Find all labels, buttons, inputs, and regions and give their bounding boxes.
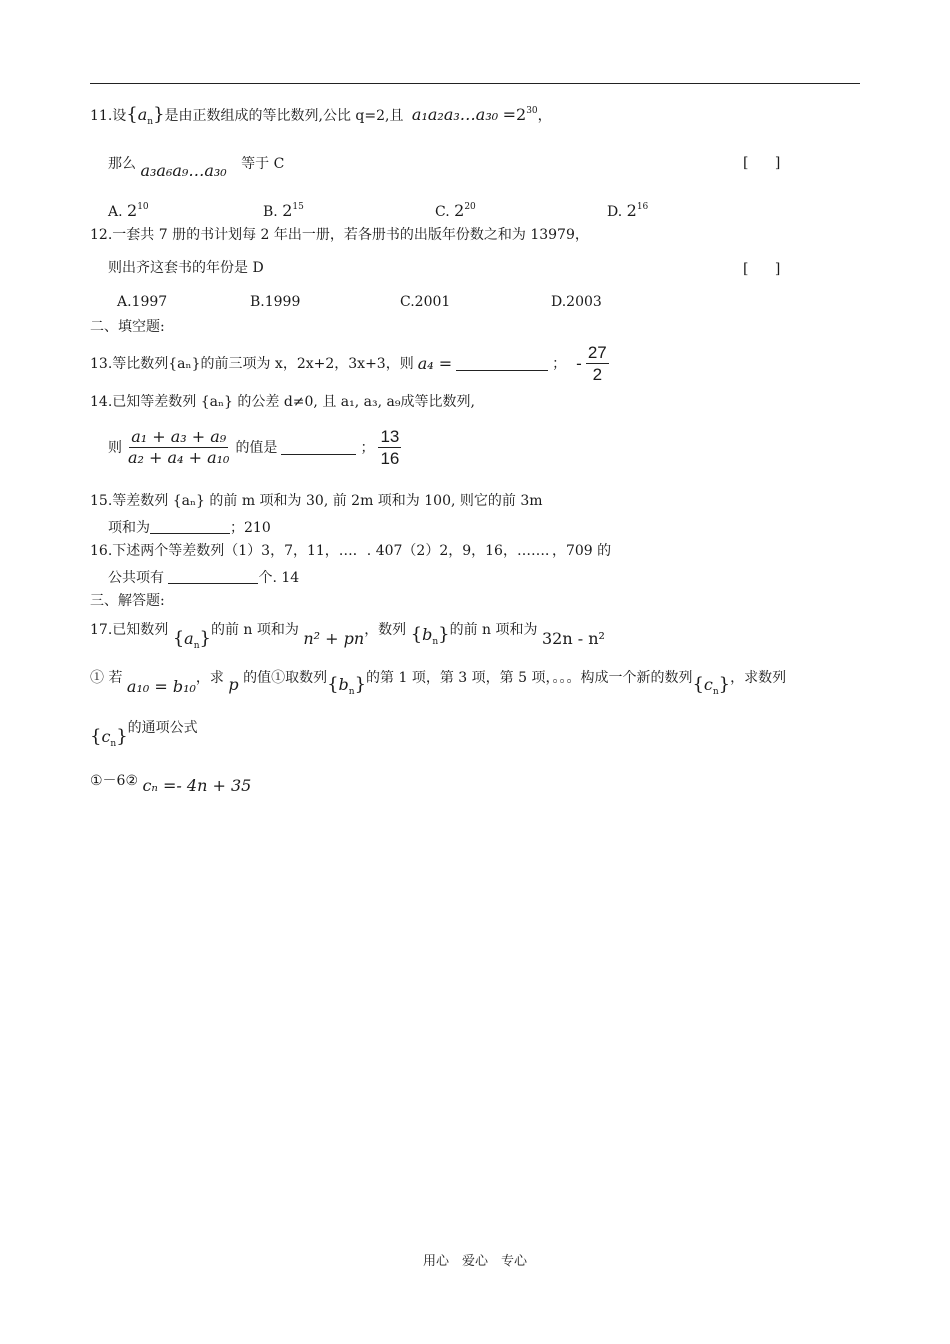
q16-line2: 公共项有 个. 14 <box>108 570 300 586</box>
q14-line2: 则 $\frac{\text{a₁ + a₃ + a₉}}{\text{a₂ + a₄ + a₁₀}}$ 的值是 ； $\frac{13}{16}$ <box>108 427 400 468</box>
q17-answer: ①－6② cₙ =- 4n + 35 <box>90 773 252 795</box>
q11-product: a₁a₂a₃…a₃₀ <box>411 105 499 124</box>
q14-answer-blank[interactable] <box>281 440 356 455</box>
q14-ratio-fraction: $\frac{\text{a₁ + a₃ + a₉}}{\text{a₂ + a₄ + a₁₀}}$ <box>128 427 230 467</box>
q11-answer-bracket: [ ] <box>743 155 781 171</box>
q11-option-b: B. $2^{15}$ <box>263 201 304 220</box>
q12-answer-bracket: [ ] <box>743 261 781 277</box>
section-fill-in-heading: 二、填空题: <box>90 319 165 335</box>
q12-line2: 则出齐这套书的年份是 D <box>108 260 264 276</box>
q12-option-a: A.1997 <box>117 294 168 310</box>
q11-option-a: A. $2^{10}$ <box>108 201 149 220</box>
q15-line1: 15.等差数列 {aₙ} 的前 m 项和为 30, 前 2m 项和为 100, 则它的前 3m <box>90 493 543 509</box>
q11-option-d: D. $2^{16}$ <box>607 201 649 220</box>
q12-option-d: D.2003 <box>551 294 602 310</box>
q12-option-c: C.2001 <box>400 294 451 310</box>
q17-line1: 17.已知数列 $\{a_n\}$的前 n 项和为 n² + pn，数列 $\{b_n\}$的前 n 项和为 32n - n² <box>90 622 605 651</box>
q13-line: 13.等比数列{aₙ}的前三项为 x，2x+2，3x+3，则 a₄ = ； - $\frac{27}{2}$ <box>90 343 607 384</box>
q12-line1: 12.一套共 7 册的书计划每 2 年出一册，若各册书的出版年份数之和为 13979， <box>90 227 589 243</box>
q15-answer-blank[interactable] <box>150 519 230 534</box>
q14-answer-fraction: $\frac{13}{16}$ <box>380 427 400 468</box>
q13-answer-fraction: $\frac{27}{2}$ <box>587 343 607 384</box>
q17-line2: ① 若 a₁₀ = b₁₀，求 p 的值①取数列$\{b_n\}$的第 1 项，第 3 项，第 5 项，。。。构成一个新的数列$\{c_n\}$，求数列 <box>90 670 787 697</box>
q14-line1: 14.已知等差数列 {aₙ} 的公差 d≠0, 且 a₁, a₃, a₉成等比数列, <box>90 394 475 410</box>
q17-line3: $\{c_n\}$的通项公式 <box>90 720 198 749</box>
section-solve-heading: 三、解答题: <box>90 593 165 609</box>
q11-option-c: C. $2^{20}$ <box>435 201 476 220</box>
q12-option-b: B.1999 <box>250 294 301 310</box>
q11-line1: 11.设$\{a_n\}$是由正数组成的等比数列,公比 q=2,且 a₁a₂a₃…a₃₀ $=2^{30}$， <box>90 104 552 127</box>
q13-answer-blank[interactable] <box>456 356 548 371</box>
page-footer: 用心 爱心 专心 <box>422 1254 527 1269</box>
q11-line2: 那么 a₃a₆a₉…a₃₀ 等于 C <box>108 156 285 180</box>
q15-line2: 项和为 ；210 <box>108 520 271 536</box>
q16-line1: 16.下述两个等差数列（1）3，7，11，…．. 407（2）2，9，16，……．，709 的 <box>90 543 612 559</box>
header-rule <box>90 83 860 84</box>
q16-answer-blank[interactable] <box>168 569 258 584</box>
